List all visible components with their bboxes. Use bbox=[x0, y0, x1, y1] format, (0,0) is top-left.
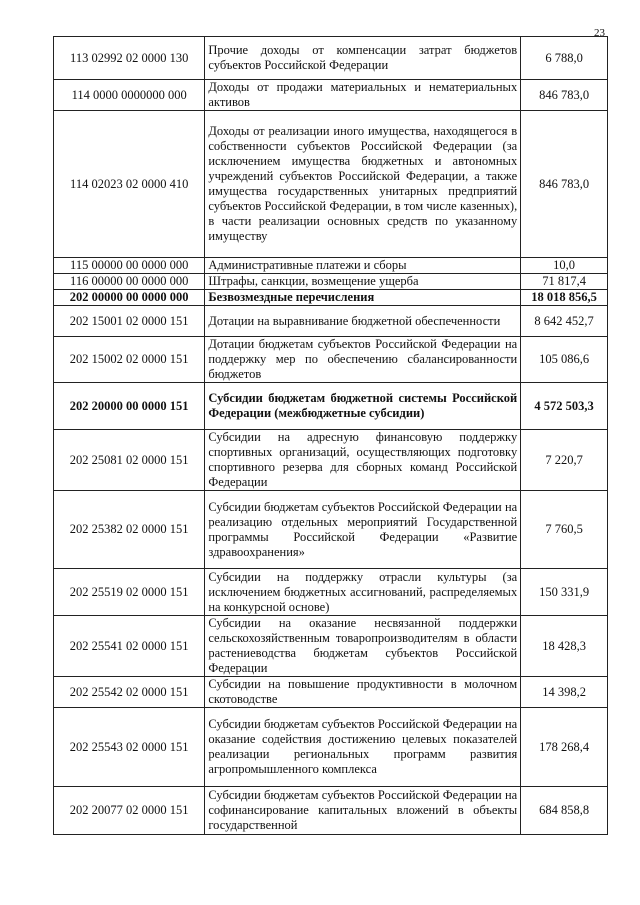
row-name: Прочие доходы от компенсации затрат бюджетов субъектов Российской Федерации bbox=[205, 37, 521, 80]
row-name: Субсидии бюджетам бюджетной системы Российской Федерации (межбюджетные субсидии) bbox=[205, 383, 521, 430]
row-amount: 846 783,0 bbox=[521, 80, 608, 111]
row-amount: 684 858,8 bbox=[521, 787, 608, 835]
row-amount: 150 331,9 bbox=[521, 569, 608, 616]
row-code: 202 25542 02 0000 151 bbox=[54, 677, 205, 708]
table-row bbox=[54, 258, 608, 274]
row-code: 116 00000 00 0000 000 bbox=[54, 274, 205, 290]
row-amount: 846 783,0 bbox=[521, 111, 608, 258]
row-amount: 7 220,7 bbox=[521, 430, 608, 491]
row-code: 202 25382 02 0000 151 bbox=[54, 491, 205, 569]
row-code: 202 00000 00 0000 000 bbox=[54, 290, 205, 306]
table-row bbox=[54, 677, 608, 708]
row-amount: 10,0 bbox=[521, 258, 608, 274]
row-name: Безвозмездные перечисления bbox=[205, 290, 521, 306]
table-row bbox=[54, 306, 608, 337]
row-name: Субсидии на поддержку отрасли культуры (за исключением бюджетных ассигнований, распределяемых на конкурсной основе) bbox=[205, 569, 521, 616]
row-name: Субсидии бюджетам субъектов Российской Федерации на реализацию отдельных мероприятий Государственной программы Российской Федерации «Развитие здравоохранения» bbox=[205, 491, 521, 569]
row-code: 202 25543 02 0000 151 bbox=[54, 708, 205, 787]
row-name: Доходы от продажи материальных и нематериальных активов bbox=[205, 80, 521, 111]
row-amount: 7 760,5 bbox=[521, 491, 608, 569]
row-code: 202 20000 00 0000 151 bbox=[54, 383, 205, 430]
row-amount: 4 572 503,3 bbox=[521, 383, 608, 430]
row-name: Субсидии на адресную финансовую поддержку спортивных организаций, осуществляющих подготовку спортивного резерва для сборных команд Российской Федерации bbox=[205, 430, 521, 491]
row-code: 115 00000 00 0000 000 bbox=[54, 258, 205, 274]
row-amount: 178 268,4 bbox=[521, 708, 608, 787]
row-name: Субсидии бюджетам субъектов Российской Федерации на оказание содействия достижению целевых показателей реализации региональных программ развития агропромышленного комплекса bbox=[205, 708, 521, 787]
row-amount: 18 018 856,5 bbox=[521, 290, 608, 306]
row-name: Штрафы, санкции, возмещение ущерба bbox=[205, 274, 521, 290]
table-row bbox=[54, 787, 608, 835]
row-amount: 14 398,2 bbox=[521, 677, 608, 708]
row-name: Субсидии на повышение продуктивности в молочном скотоводстве bbox=[205, 677, 521, 708]
row-name: Субсидии на оказание несвязанной поддержки сельскохозяйственным товаропроизводителям в области растениеводства бюджетам субъектов Российской Федерации bbox=[205, 616, 521, 677]
table-row bbox=[54, 491, 608, 569]
row-code: 202 20077 02 0000 151 bbox=[54, 787, 205, 835]
table-row bbox=[54, 708, 608, 787]
row-amount: 105 086,6 bbox=[521, 337, 608, 383]
row-amount: 8 642 452,7 bbox=[521, 306, 608, 337]
row-amount: 18 428,3 bbox=[521, 616, 608, 677]
row-code: 202 25541 02 0000 151 bbox=[54, 616, 205, 677]
row-name: Административные платежи и сборы bbox=[205, 258, 521, 274]
row-code: 114 02023 02 0000 410 bbox=[54, 111, 205, 258]
row-code: 202 15002 02 0000 151 bbox=[54, 337, 205, 383]
table-row bbox=[54, 383, 608, 430]
row-name: Доходы от реализации иного имущества, находящегося в собственности субъектов Российской Федерации (за исключением имущества бюджетных и автономных учреждений субъектов Российской Федерации, а также имущества государственных унитарных предприятий субъектов Российской Федерации, в том числе казенных), в части реализации основных средств по указанному имуществу bbox=[205, 111, 521, 258]
row-amount: 6 788,0 bbox=[521, 37, 608, 80]
table-row bbox=[54, 569, 608, 616]
budget-revenue-table bbox=[53, 36, 608, 835]
table-row bbox=[54, 337, 608, 383]
page-number: 23 bbox=[594, 27, 605, 39]
row-code: 113 02992 02 0000 130 bbox=[54, 37, 205, 80]
row-name: Дотации бюджетам субъектов Российской Федерации на поддержку мер по обеспечению сбалансированности бюджетов bbox=[205, 337, 521, 383]
table-row bbox=[54, 430, 608, 491]
row-code: 202 15001 02 0000 151 bbox=[54, 306, 205, 337]
row-name: Дотации на выравнивание бюджетной обеспеченности bbox=[205, 306, 521, 337]
row-code: 202 25081 02 0000 151 bbox=[54, 430, 205, 491]
table-row bbox=[54, 274, 608, 290]
row-amount: 71 817,4 bbox=[521, 274, 608, 290]
table-row bbox=[54, 111, 608, 258]
table-row bbox=[54, 37, 608, 80]
table-row bbox=[54, 80, 608, 111]
row-name: Субсидии бюджетам субъектов Российской Федерации на софинансирование капитальных вложений в объекты государственной bbox=[205, 787, 521, 835]
table-row bbox=[54, 290, 608, 306]
row-code: 114 0000 0000000 000 bbox=[54, 80, 205, 111]
row-code: 202 25519 02 0000 151 bbox=[54, 569, 205, 616]
table-row bbox=[54, 616, 608, 677]
